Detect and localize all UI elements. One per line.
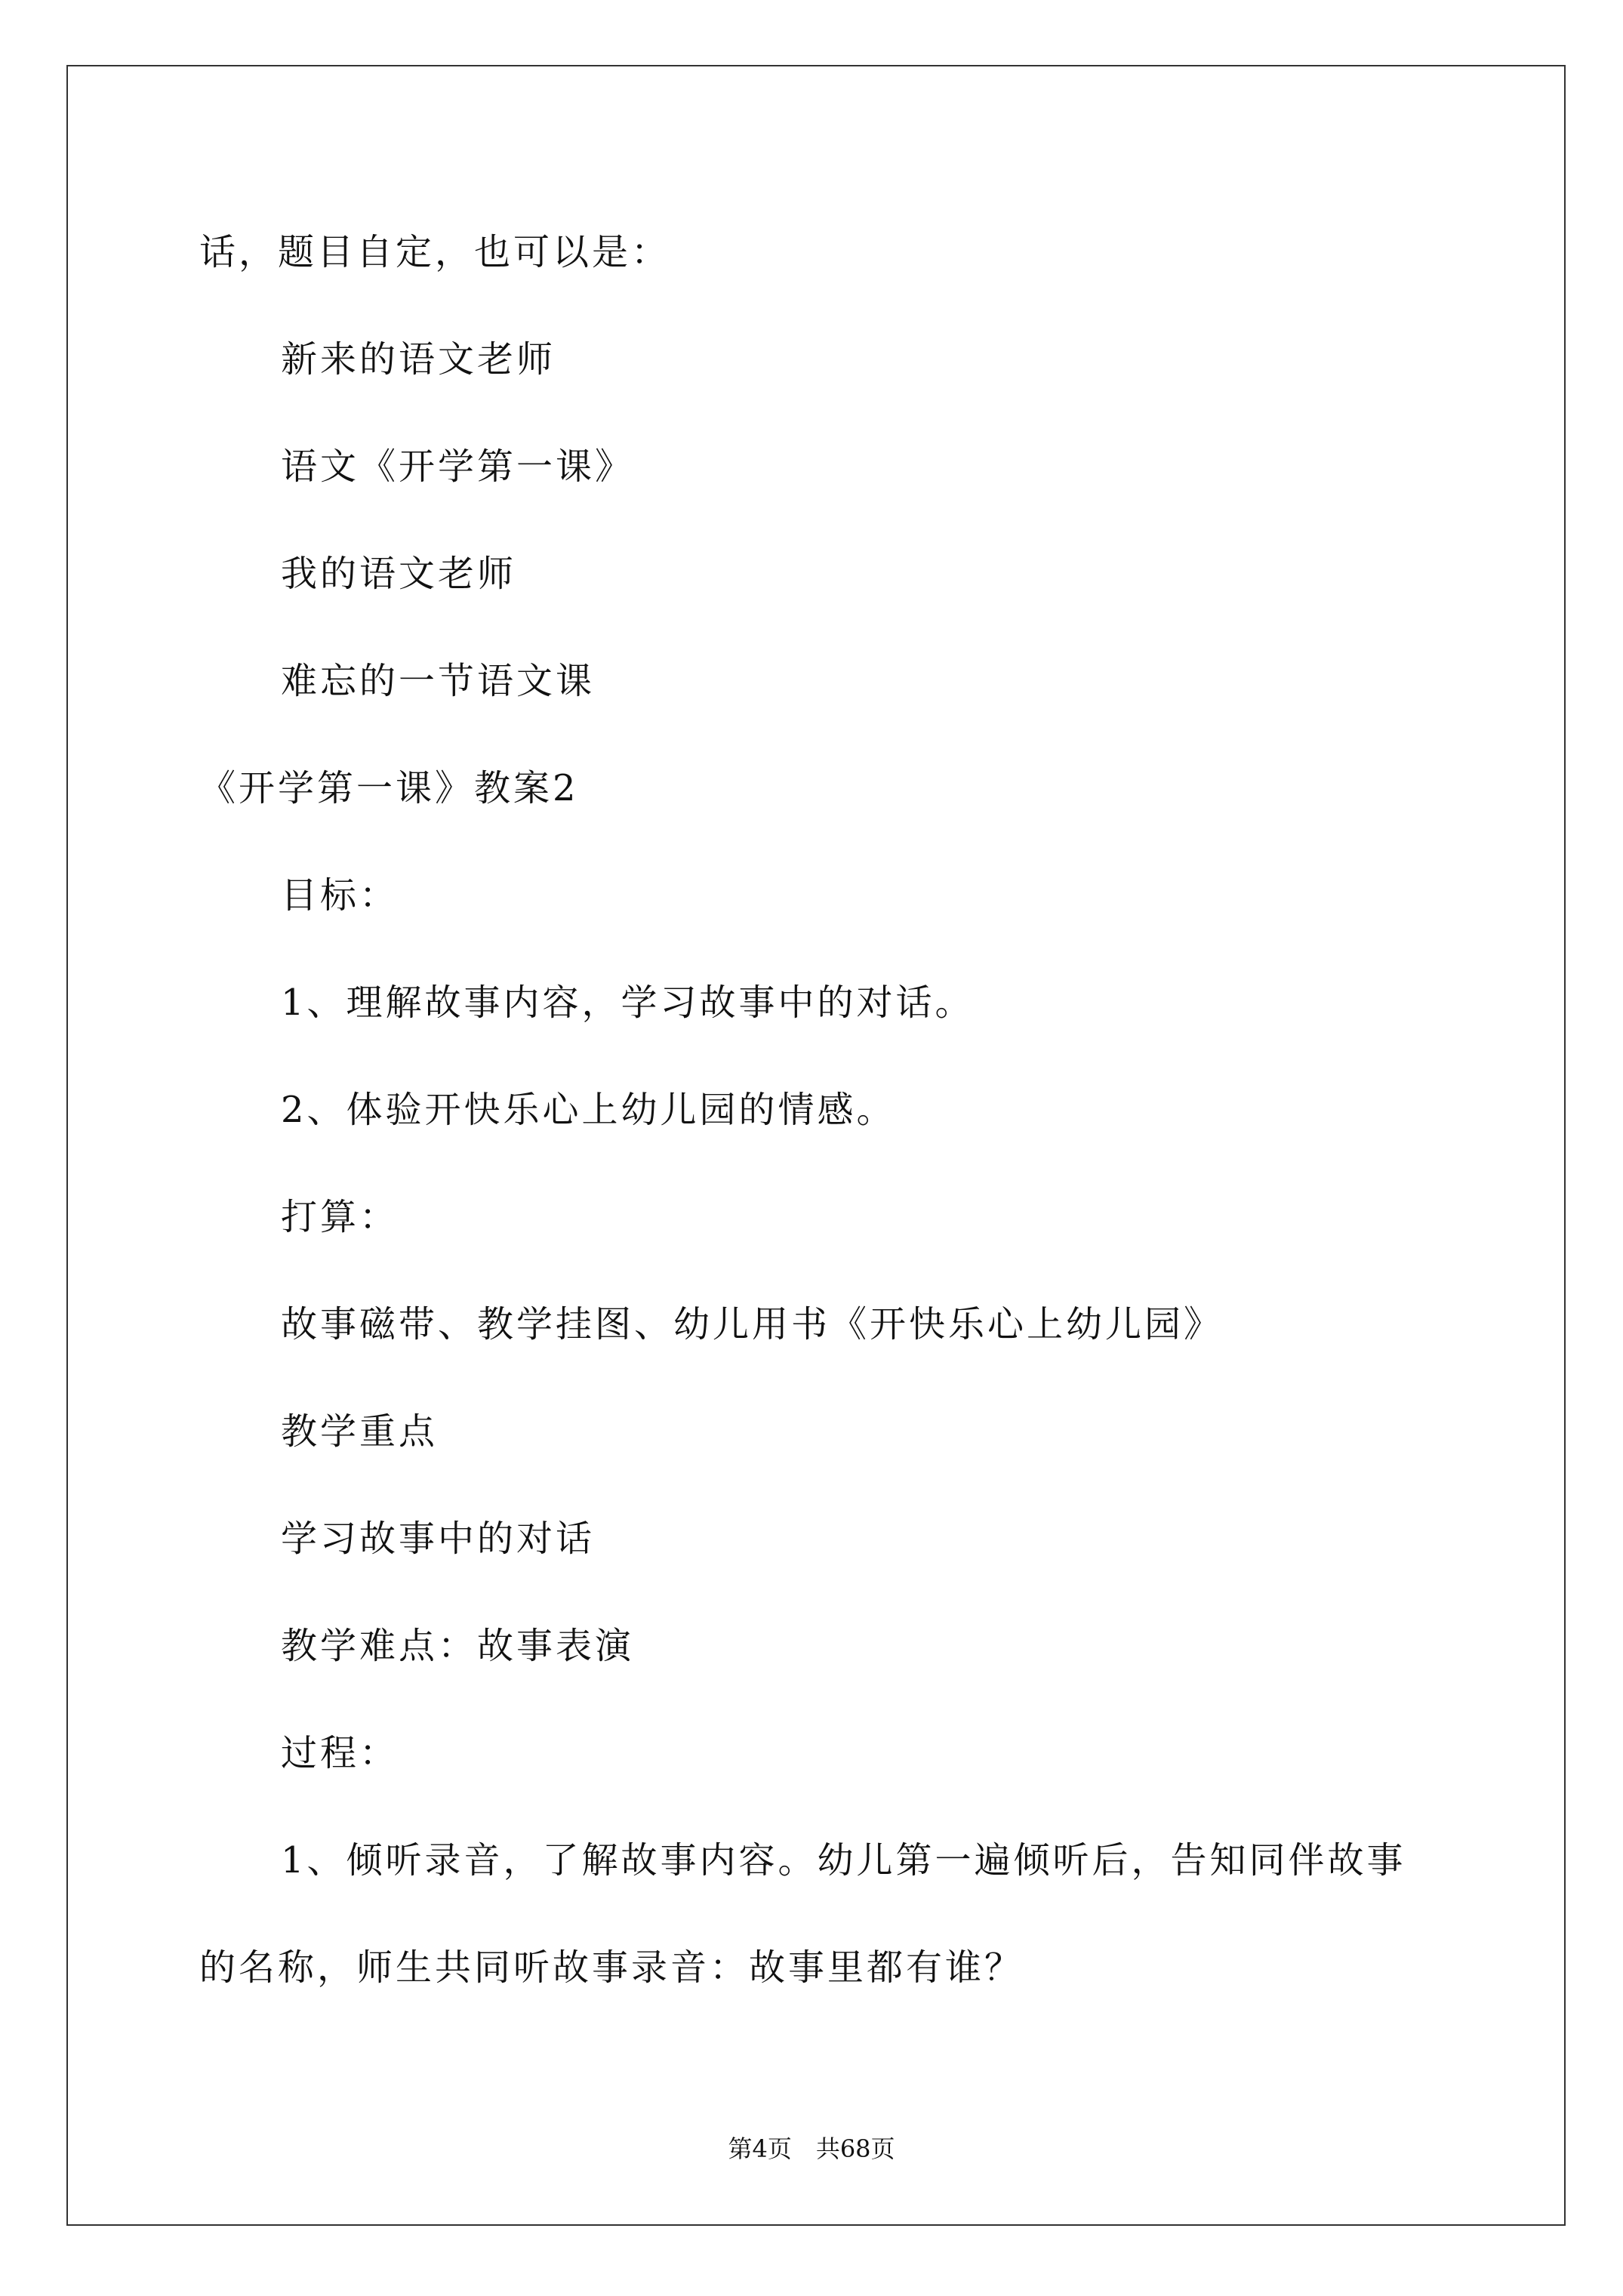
text-line: 的名称，师生共同听故事录音：故事里都有谁？ (199, 1946, 1024, 1989)
text-line: 新来的语文老师 (281, 338, 556, 381)
text-line: 故事磁带、教学挂图、幼儿用书《开快乐心上幼儿园》 (281, 1303, 1224, 1345)
text-line: 难忘的一节语文课 (281, 660, 596, 702)
page-number-footer: 第4页 共68页 (728, 2134, 895, 2163)
text-line: 1、倾听录音，了解故事内容。幼儿第一遍倾听后，告知同伴故事 (281, 1839, 1406, 1881)
page-border (66, 65, 1566, 2226)
text-line: 教学难点：故事表演 (281, 1625, 635, 1667)
text-line: 2、体验开快乐心上幼儿园的情感。 (281, 1089, 896, 1131)
text-line: 1、理解故事内容，学习故事中的对话。 (281, 982, 975, 1024)
section-heading: 《开学第一课》教案2 (199, 767, 579, 809)
text-line: 学习故事中的对话 (281, 1518, 596, 1560)
text-line: 教学重点 (281, 1410, 439, 1453)
text-line: 我的语文老师 (281, 553, 517, 595)
text-line: 语文《开学第一课》 (281, 445, 635, 488)
text-line: 话，题目自定，也可以是： (199, 231, 671, 273)
text-line: 过程： (281, 1732, 399, 1774)
text-line: 目标： (281, 874, 399, 917)
text-line: 打算： (281, 1196, 399, 1238)
